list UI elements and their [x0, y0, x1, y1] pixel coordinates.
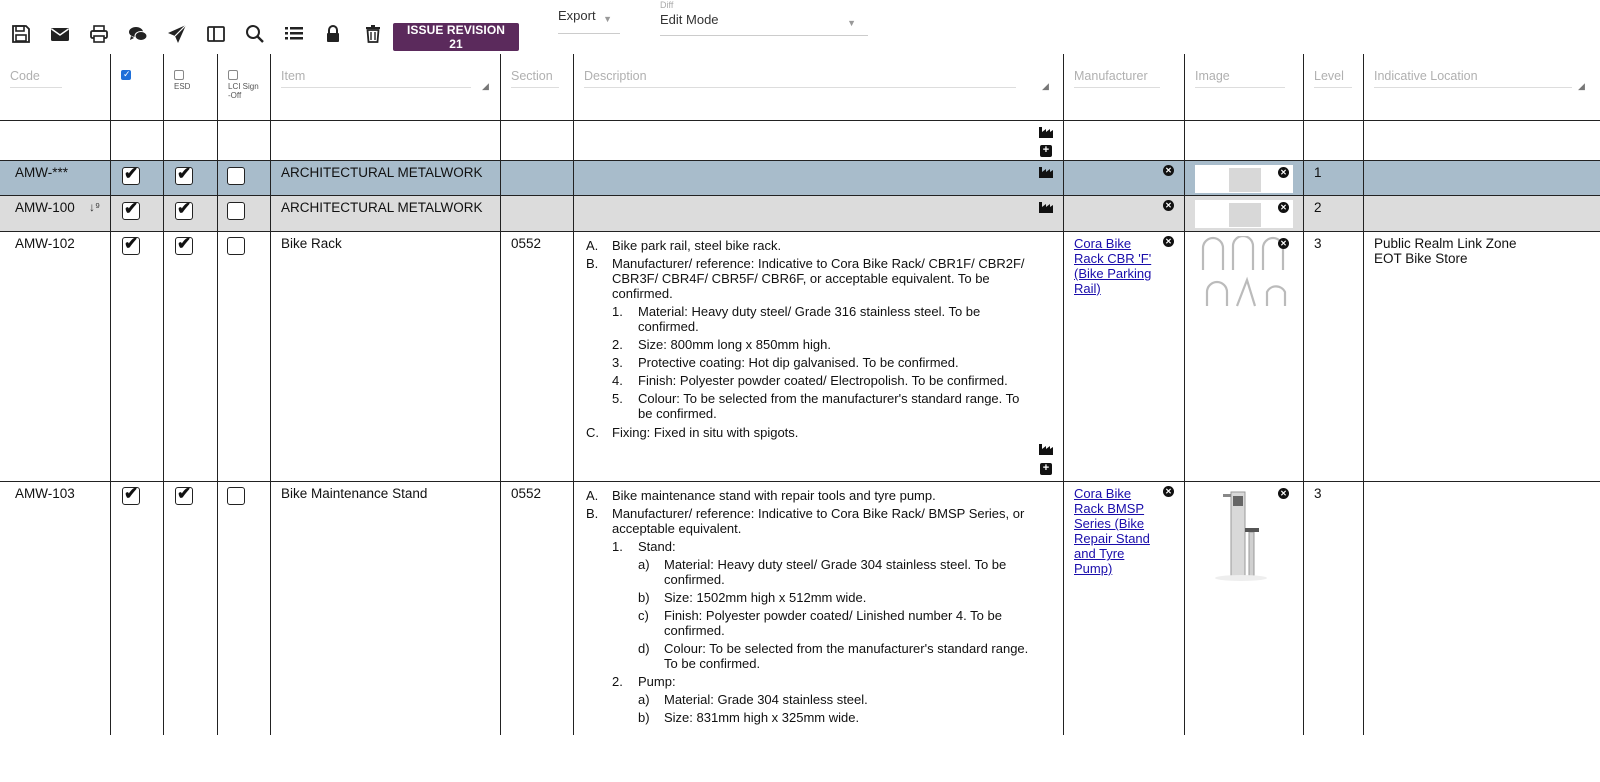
header-manufacturer [1064, 54, 1184, 120]
header-level [1304, 54, 1363, 120]
issue-revision-button[interactable]: ISSUE REVISION 21 [393, 23, 519, 51]
add-icon[interactable]: + [1040, 145, 1052, 157]
row-code: AMW-102 [15, 236, 75, 251]
list-item: 2. Size: 800mm long x 850mm high. [612, 337, 831, 352]
table-row[interactable] [0, 196, 1600, 232]
table-row[interactable] [0, 482, 1600, 782]
list-item: C. Fixing: Fixed in situ with spigots. [586, 425, 799, 440]
list-item: B. Manufacturer/ reference: Indicative to Cora Bike Rack/ CBR1F/ CBR2F/ CBR3F/ CBR4F/ CBR5F/ CBR6F, or acceptable equivalent. To be confirmed. [586, 256, 1025, 301]
row-level: 3 [1314, 236, 1322, 251]
column-divider [217, 54, 218, 735]
columns-icon[interactable] [204, 22, 228, 46]
product-image-maintenance-stand[interactable] [1195, 488, 1291, 582]
chevron-down-icon: ▼ [603, 14, 612, 24]
header-location [1364, 54, 1600, 120]
row-item[interactable]: ARCHITECTURAL METALWORK [281, 165, 483, 180]
column-divider [163, 54, 164, 735]
row-item[interactable]: ARCHITECTURAL METALWORK [281, 200, 483, 215]
list-item: A. Bike maintenance stand with repair tools and tyre pump. [586, 488, 936, 503]
manufacturer-link[interactable]: Cora Bike Rack BMSP Series (Bike Repair Stand and Tyre Pump) [1074, 486, 1150, 576]
chevron-down-icon: ▼ [847, 18, 856, 28]
header-lci [218, 54, 270, 120]
row-select-checkbox[interactable] [122, 202, 140, 220]
new-row [0, 121, 1600, 161]
list-item: 1. Stand: [612, 539, 676, 554]
row-section: 0552 [511, 486, 542, 501]
row-select-checkbox[interactable] [122, 237, 140, 255]
remove-image-icon[interactable]: ✕ [1278, 488, 1289, 499]
esd-checkbox[interactable] [175, 202, 193, 220]
lci-checkbox[interactable] [227, 167, 245, 185]
manufacturer-filter[interactable]: Manufacturer [1074, 69, 1160, 88]
lci-checkbox[interactable] [227, 202, 245, 220]
resize-icon[interactable]: ◢ [482, 81, 489, 91]
list-item: d) Colour: To be selected from the manufacturer's standard range. To be confirmed. [638, 641, 1029, 671]
list-item: a) Material: Heavy duty steel/ Grade 304 stainless steel. To be confirmed. [638, 557, 1007, 587]
row-code: AMW-103 [15, 486, 75, 501]
esd-label: ESD [174, 82, 191, 91]
row-description[interactable] [586, 488, 1036, 728]
row-code: AMW-*** [15, 165, 69, 180]
row-level: 2 [1314, 200, 1322, 215]
diff-label: Diff [660, 0, 674, 10]
lci-label-line2: -Off [228, 91, 242, 100]
row-section: 0552 [511, 236, 542, 251]
table-row[interactable] [0, 161, 1600, 196]
lci-checkbox[interactable] [227, 487, 245, 505]
remove-manufacturer-icon[interactable]: ✕ [1163, 236, 1174, 247]
row-level: 3 [1314, 486, 1322, 501]
mode-value: Edit Mode [660, 12, 719, 27]
column-divider[interactable] [270, 54, 271, 735]
column-divider[interactable] [1063, 54, 1064, 735]
factory-icon[interactable] [1039, 165, 1053, 178]
remove-image-icon[interactable]: ✕ [1278, 167, 1289, 178]
table-row[interactable] [0, 232, 1600, 482]
item-filter[interactable]: Item [281, 69, 471, 88]
factory-icon[interactable] [1039, 442, 1053, 455]
envelope-icon[interactable] [48, 22, 72, 46]
location-filter[interactable]: Indicative Location [1374, 69, 1572, 88]
lci-checkbox[interactable] [227, 237, 245, 255]
level-filter[interactable]: Level [1314, 69, 1352, 88]
header-image [1185, 54, 1303, 120]
list-item: 3. Protective coating: Hot dip galvanised. To be confirmed. [612, 355, 959, 370]
image-placeholder-icon [1229, 168, 1261, 192]
list-item: 4. Finish: Polyester powder coated/ Electropolish. To be confirmed. [612, 373, 1008, 388]
esd-header-checkbox[interactable] [174, 70, 184, 80]
search-icon[interactable] [243, 22, 267, 46]
list-item: A. Bike park rail, steel bike rack. [586, 238, 782, 253]
list-item: 5. Colour: To be selected from the manufacturer's standard range. To be confirmed. [612, 391, 1020, 421]
esd-checkbox[interactable] [175, 487, 193, 505]
resize-icon[interactable]: ◢ [1042, 81, 1049, 91]
list-item: b) Size: 1502mm high x 512mm wide. [638, 590, 867, 605]
factory-icon[interactable] [1039, 200, 1053, 213]
grid-header [0, 54, 1600, 121]
sort-icon[interactable]: ↓⁹ [89, 200, 101, 214]
header-select-all [111, 54, 163, 120]
row-select-checkbox[interactable] [122, 487, 140, 505]
column-divider[interactable] [573, 54, 574, 735]
add-icon[interactable]: + [1040, 463, 1052, 475]
image-placeholder-icon [1229, 203, 1261, 227]
toolbar [0, 0, 1600, 54]
column-divider[interactable] [1363, 54, 1364, 735]
header-section [501, 54, 573, 120]
image-filter[interactable]: Image [1195, 69, 1285, 88]
export-select[interactable] [558, 8, 620, 34]
row-item[interactable]: Bike Rack [281, 236, 342, 251]
trash-icon[interactable] [361, 22, 385, 46]
code-filter[interactable]: Code [10, 69, 62, 88]
section-filter[interactable]: Section [511, 69, 559, 88]
column-divider[interactable] [500, 54, 501, 735]
lci-header-checkbox[interactable] [228, 70, 238, 80]
header-description [574, 54, 1063, 120]
remove-manufacturer-icon[interactable]: ✕ [1163, 486, 1174, 497]
remove-manufacturer-icon[interactable]: ✕ [1163, 165, 1174, 176]
save-icon[interactable] [9, 22, 33, 46]
print-icon[interactable] [87, 22, 111, 46]
row-location-line2: EOT Bike Store [1374, 251, 1468, 266]
spec-grid [0, 54, 1600, 735]
list-item: c) Finish: Polyester powder coated/ Linished number 4. To be confirmed. [638, 608, 1002, 638]
resize-icon[interactable]: ◢ [1578, 81, 1585, 91]
row-item[interactable]: Bike Maintenance Stand [281, 486, 428, 501]
manufacturer-link[interactable]: Cora Bike Rack CBR 'F' (Bike Parking Rail) [1074, 236, 1152, 296]
comments-icon[interactable] [126, 22, 150, 46]
column-divider[interactable] [1303, 54, 1304, 735]
lock-icon[interactable] [321, 22, 345, 46]
description-filter[interactable]: Description [584, 69, 1016, 88]
remove-image-icon[interactable]: ✕ [1278, 238, 1289, 249]
header-item [271, 54, 500, 120]
select-all-checkbox[interactable] [121, 70, 131, 80]
factory-icon[interactable] [1039, 125, 1053, 138]
list-icon[interactable] [282, 22, 306, 46]
lci-label-line1: LCI Sign [228, 82, 259, 91]
esd-checkbox[interactable] [175, 237, 193, 255]
row-level: 1 [1314, 165, 1322, 180]
row-location-line1: Public Realm Link Zone [1374, 236, 1517, 251]
header-esd [164, 54, 217, 120]
esd-checkbox[interactable] [175, 167, 193, 185]
list-item: B. Manufacturer/ reference: Indicative to Cora Bike Rack/ BMSP Series, or acceptable equivalent. [586, 506, 1025, 536]
mode-select[interactable] [660, 12, 868, 36]
send-icon[interactable] [165, 22, 189, 46]
column-divider [110, 54, 111, 735]
column-divider[interactable] [1184, 54, 1185, 735]
list-item: b) Size: 831mm high x 325mm wide. [638, 710, 860, 725]
row-description[interactable] [586, 238, 1036, 443]
list-item: 1. Material: Heavy duty steel/ Grade 316 stainless steel. To be confirmed. [612, 304, 981, 334]
remove-image-icon[interactable]: ✕ [1278, 202, 1289, 213]
remove-manufacturer-icon[interactable]: ✕ [1163, 200, 1174, 211]
list-item: 2. Pump: [612, 674, 676, 689]
header-code [0, 54, 110, 120]
export-label: Export [558, 8, 596, 23]
list-item: a) Material: Grade 304 stainless steel. [638, 692, 868, 707]
row-code: AMW-100 [15, 200, 75, 215]
row-select-checkbox[interactable] [122, 167, 140, 185]
